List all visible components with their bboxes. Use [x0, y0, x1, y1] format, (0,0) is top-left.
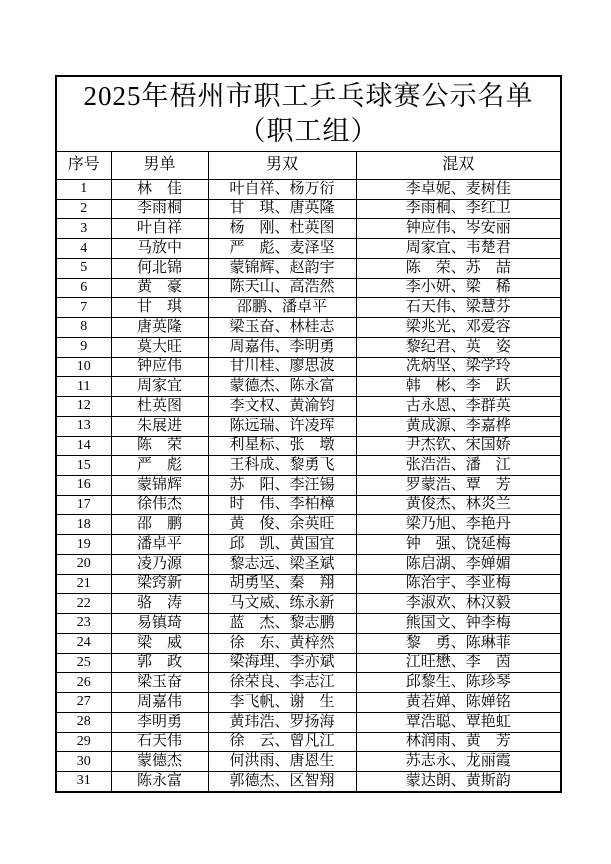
- cell-mixed-doubles: 梁乃旭、李艳丹: [356, 515, 561, 535]
- cell-mens-doubles: 胡勇坚、秦 翔: [208, 574, 356, 594]
- table-row: [56, 337, 561, 357]
- cell-mens-doubles: 李飞帆、谢 生: [208, 693, 356, 713]
- cell-mens-singles: 莫大旺: [111, 337, 208, 357]
- table-row: [56, 199, 561, 219]
- cell-mixed-doubles: 冼炳坚、梁学玲: [356, 357, 561, 377]
- cell-mens-singles: 叶自祥: [111, 219, 208, 239]
- table-row: [56, 298, 561, 318]
- cell-mens-singles: 徐伟杰: [111, 495, 208, 515]
- cell-mixed-doubles: 尹杰钦、宋国娇: [356, 436, 561, 456]
- table-row: [56, 476, 561, 496]
- cell-mens-singles: 马放中: [111, 239, 208, 259]
- table-row: [56, 318, 561, 338]
- cell-mixed-doubles: 黎 勇、陈琳菲: [356, 633, 561, 653]
- cell-mens-singles: 杜英图: [111, 397, 208, 417]
- cell-serial: 22: [56, 594, 111, 614]
- cell-mens-doubles: 苏 阳、李汪锡: [208, 476, 356, 496]
- cell-mens-doubles: 王科成、黎勇飞: [208, 456, 356, 476]
- cell-mixed-doubles: 韩 彬、李 跃: [356, 377, 561, 397]
- table-row: [56, 258, 561, 278]
- table-row: [56, 219, 561, 239]
- cell-mens-doubles: 叶自祥、杨万衍: [208, 180, 356, 200]
- cell-mens-singles: 蒙德杰: [111, 752, 208, 772]
- cell-mixed-doubles: 蒙达朗、黄斯韵: [356, 772, 561, 792]
- cell-mixed-doubles: 黄若婵、陈婵铭: [356, 693, 561, 713]
- cell-mixed-doubles: 邱黎生、陈珍琴: [356, 673, 561, 693]
- cell-mens-doubles: 甘 琪、唐英隆: [208, 199, 356, 219]
- cell-mixed-doubles: 黎纪君、英 姿: [356, 337, 561, 357]
- cell-mixed-doubles: 陈 荣、苏 喆: [356, 258, 561, 278]
- cell-serial: 12: [56, 397, 111, 417]
- cell-mens-singles: 石天伟: [111, 732, 208, 752]
- cell-mixed-doubles: 林润雨、黄 芳: [356, 732, 561, 752]
- cell-serial: 4: [56, 239, 111, 259]
- cell-mixed-doubles: 陈启湖、李婵媚: [356, 554, 561, 574]
- cell-serial: 15: [56, 456, 111, 476]
- cell-mens-doubles: 蓝 杰、黎志鹏: [208, 614, 356, 634]
- cell-mens-doubles: 利星标、张 墩: [208, 436, 356, 456]
- cell-mixed-doubles: 钟应伟、岑安丽: [356, 219, 561, 239]
- cell-mens-singles: 唐英隆: [111, 318, 208, 338]
- table-row: [56, 357, 561, 377]
- cell-mixed-doubles: 罗蒙浩、覃 芳: [356, 476, 561, 496]
- column-header-mens-singles: 男单: [111, 152, 208, 180]
- cell-mens-singles: 梁 威: [111, 633, 208, 653]
- cell-mens-singles: 邵 鹏: [111, 515, 208, 535]
- cell-mens-doubles: 黄 俊、余英旺: [208, 515, 356, 535]
- cell-serial: 2: [56, 199, 111, 219]
- cell-serial: 23: [56, 614, 111, 634]
- cell-mixed-doubles: 周家宜、韦楚君: [356, 239, 561, 259]
- page-title-group: （职工组）: [238, 116, 379, 146]
- cell-mens-doubles: 黎志远、梁圣斌: [208, 554, 356, 574]
- cell-serial: 11: [56, 377, 111, 397]
- table-row: [56, 732, 561, 752]
- cell-serial: 21: [56, 574, 111, 594]
- cell-mens-singles: 李明勇: [111, 712, 208, 732]
- cell-serial: 9: [56, 337, 111, 357]
- cell-mens-doubles: 蒙锦辉、赵韵宇: [208, 258, 356, 278]
- cell-serial: 19: [56, 535, 111, 555]
- cell-mens-singles: 陈 荣: [111, 436, 208, 456]
- table-row: [56, 180, 561, 200]
- cell-serial: 10: [56, 357, 111, 377]
- cell-serial: 25: [56, 653, 111, 673]
- cell-mixed-doubles: 石天伟、梁慧芬: [356, 298, 561, 318]
- cell-serial: 17: [56, 495, 111, 515]
- table-row: [56, 633, 561, 653]
- cell-mens-singles: 周嘉伟: [111, 693, 208, 713]
- cell-mens-singles: 林 佳: [111, 180, 208, 200]
- cell-mixed-doubles: 覃浩聪、覃艳虹: [356, 712, 561, 732]
- cell-mens-singles: 凌乃源: [111, 554, 208, 574]
- cell-mens-doubles: 陈远瑞、许凌珲: [208, 416, 356, 436]
- table-row: [56, 574, 561, 594]
- cell-mens-doubles: 蒙德杰、陈永富: [208, 377, 356, 397]
- cell-mens-singles: 易镇琦: [111, 614, 208, 634]
- cell-serial: 13: [56, 416, 111, 436]
- cell-mens-singles: 甘 琪: [111, 298, 208, 318]
- column-header-row: [56, 152, 561, 180]
- cell-mens-doubles: 邵鹏、潘卓平: [208, 298, 356, 318]
- cell-serial: 27: [56, 693, 111, 713]
- cell-mens-singles: 潘卓平: [111, 535, 208, 555]
- table-row: [56, 535, 561, 555]
- cell-mens-singles: 周家宜: [111, 377, 208, 397]
- cell-mens-doubles: 徐荣良、李志江: [208, 673, 356, 693]
- table-row: [56, 772, 561, 792]
- cell-mens-singles: 蒙锦辉: [111, 476, 208, 496]
- table-row: [56, 554, 561, 574]
- cell-mixed-doubles: 古永恩、李群英: [356, 397, 561, 417]
- cell-mixed-doubles: 李淑欢、林汉毅: [356, 594, 561, 614]
- cell-mens-doubles: 郭德杰、区智翔: [208, 772, 356, 792]
- cell-serial: 14: [56, 436, 111, 456]
- cell-mixed-doubles: 张浩浩、潘 江: [356, 456, 561, 476]
- cell-serial: 18: [56, 515, 111, 535]
- cell-mens-doubles: 邱 凯、黄国宜: [208, 535, 356, 555]
- column-header-mixed-doubles: 混双: [356, 152, 561, 180]
- cell-mens-doubles: 马文威、练永新: [208, 594, 356, 614]
- cell-mens-doubles: 周嘉伟、李明勇: [208, 337, 356, 357]
- cell-serial: 29: [56, 732, 111, 752]
- cell-serial: 20: [56, 554, 111, 574]
- column-header-serial: 序号: [56, 152, 111, 180]
- table-row: [56, 653, 561, 673]
- cell-mens-singles: 何北锦: [111, 258, 208, 278]
- table-row: [56, 416, 561, 436]
- page-title-main: 2025年梧州市职工乒乓球赛公示名单: [83, 81, 534, 111]
- cell-mens-singles: 钟应伟: [111, 357, 208, 377]
- cell-mens-singles: 梁窍新: [111, 574, 208, 594]
- cell-mens-doubles: 梁海理、李亦斌: [208, 653, 356, 673]
- column-header-mens-doubles: 男双: [208, 152, 356, 180]
- table-row: [56, 614, 561, 634]
- roster-table: [55, 75, 562, 793]
- cell-serial: 3: [56, 219, 111, 239]
- cell-mens-doubles: 徐 云、曾凡江: [208, 732, 356, 752]
- table-row: [56, 495, 561, 515]
- cell-mixed-doubles: 江旺懋、李 茵: [356, 653, 561, 673]
- table-row: [56, 712, 561, 732]
- table-row: [56, 436, 561, 456]
- table-row: [56, 239, 561, 259]
- cell-mixed-doubles: 熊国文、钟李梅: [356, 614, 561, 634]
- cell-mens-singles: 黄 豪: [111, 278, 208, 298]
- cell-mixed-doubles: 钟 强、饶延梅: [356, 535, 561, 555]
- cell-mixed-doubles: 梁兆光、邓爱容: [356, 318, 561, 338]
- table-row: [56, 377, 561, 397]
- cell-serial: 5: [56, 258, 111, 278]
- cell-serial: 6: [56, 278, 111, 298]
- cell-mens-doubles: 严 彪、麦泽坚: [208, 239, 356, 259]
- table-row: [56, 673, 561, 693]
- table-row: [56, 752, 561, 772]
- cell-mens-singles: 李雨桐: [111, 199, 208, 219]
- cell-serial: 31: [56, 772, 111, 792]
- cell-mens-doubles: 陈天山、高浩然: [208, 278, 356, 298]
- title-row: [56, 76, 561, 152]
- cell-mixed-doubles: 陈治宇、李亚梅: [356, 574, 561, 594]
- cell-mixed-doubles: 黄俊杰、林炎兰: [356, 495, 561, 515]
- cell-mens-doubles: 徐 东、黄梓然: [208, 633, 356, 653]
- cell-mens-singles: 骆 涛: [111, 594, 208, 614]
- cell-serial: 24: [56, 633, 111, 653]
- cell-serial: 8: [56, 318, 111, 338]
- table-row: [56, 594, 561, 614]
- page-title: [56, 76, 561, 152]
- cell-serial: 7: [56, 298, 111, 318]
- cell-serial: 1: [56, 180, 111, 200]
- cell-serial: 26: [56, 673, 111, 693]
- cell-mens-doubles: 李文权、黄渝钧: [208, 397, 356, 417]
- cell-mens-singles: 梁玉奋: [111, 673, 208, 693]
- cell-mens-singles: 陈永富: [111, 772, 208, 792]
- table-body: [56, 180, 561, 793]
- cell-serial: 16: [56, 476, 111, 496]
- cell-mens-singles: 严 彪: [111, 456, 208, 476]
- cell-mens-doubles: 何洪雨、唐恩生: [208, 752, 356, 772]
- cell-mens-doubles: 甘川桂、廖思波: [208, 357, 356, 377]
- table-row: [56, 693, 561, 713]
- cell-mixed-doubles: 李雨桐、李红卫: [356, 199, 561, 219]
- cell-mixed-doubles: 黄成源、李嘉桦: [356, 416, 561, 436]
- cell-mens-singles: 朱展进: [111, 416, 208, 436]
- cell-serial: 30: [56, 752, 111, 772]
- table-row: [56, 456, 561, 476]
- cell-mens-singles: 郭 政: [111, 653, 208, 673]
- cell-mixed-doubles: 苏志永、龙丽霞: [356, 752, 561, 772]
- cell-serial: 28: [56, 712, 111, 732]
- cell-mens-doubles: 黄玮浩、罗扬海: [208, 712, 356, 732]
- table-row: [56, 278, 561, 298]
- table-row: [56, 515, 561, 535]
- cell-mens-doubles: 时 伟、李柏樟: [208, 495, 356, 515]
- cell-mixed-doubles: 李小妍、梁 稀: [356, 278, 561, 298]
- cell-mens-doubles: 杨 刚、杜英图: [208, 219, 356, 239]
- cell-mixed-doubles: 李卓妮、麦树佳: [356, 180, 561, 200]
- cell-mens-doubles: 梁玉奋、林桂志: [208, 318, 356, 338]
- table-row: [56, 397, 561, 417]
